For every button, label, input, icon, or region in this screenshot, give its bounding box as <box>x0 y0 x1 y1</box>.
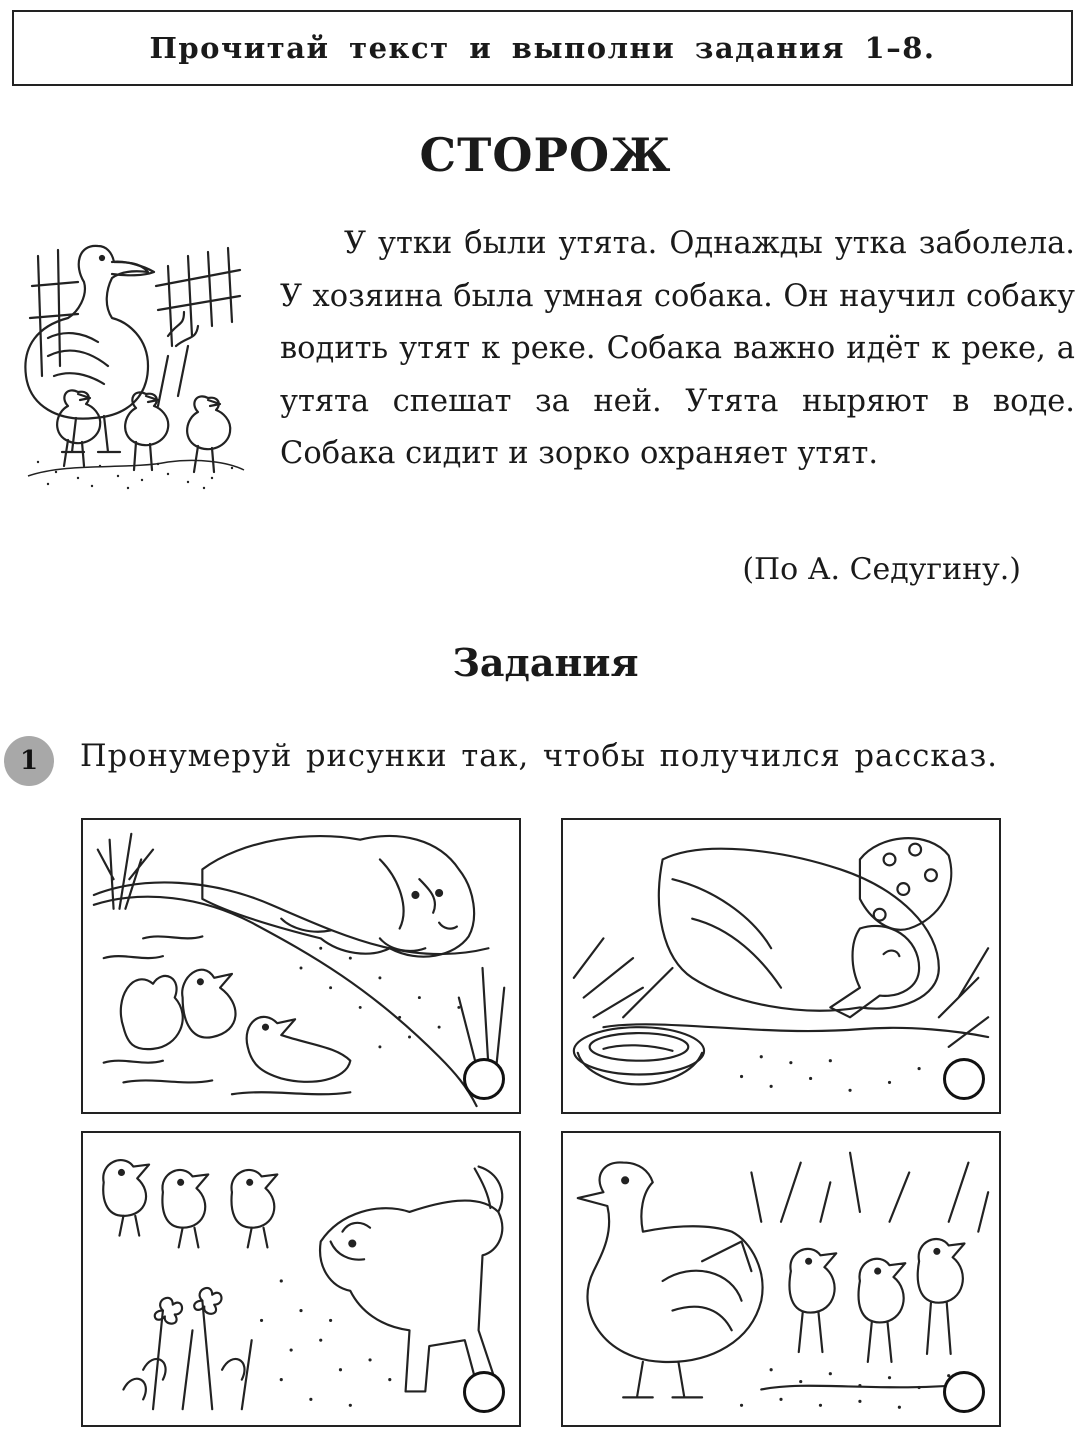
answer-circle[interactable] <box>943 1371 985 1413</box>
answer-circle[interactable] <box>943 1058 985 1100</box>
answer-circle[interactable] <box>463 1058 505 1100</box>
picture-panel-dog-watching-ducklings <box>81 818 521 1114</box>
story-text: У утки были утята. Однажды утка заболела. У хозяина была умная собака. Он научил собаку водить утят к реке. Собака важно идёт к реке, а утята спешат за ней. Утята ныряют в воде. Собака сидит и зорко охраняет утят. <box>280 226 1075 472</box>
story-attribution: (По А. Седугину.) <box>742 552 1021 587</box>
dog-leading-ducklings-icon <box>83 1133 519 1425</box>
instruction-box <box>12 10 1073 86</box>
task-1-text: Пронумеруй рисунки так, чтобы получился рассказ. <box>80 739 998 774</box>
picture-panel-dog-leading-ducklings <box>81 1131 521 1427</box>
tasks-heading: Задания <box>452 640 639 685</box>
duck-with-ducklings-icon <box>563 1133 999 1425</box>
task-1-number-badge: 1 <box>4 736 54 786</box>
story-title: СТОРОЖ <box>419 128 672 182</box>
instruction-text: Прочитай текст и выполни задания 1–8. <box>149 31 936 65</box>
answer-circle[interactable] <box>463 1371 505 1413</box>
dog-watching-ducklings-swim-icon <box>83 820 519 1112</box>
duck-with-ducklings-icon <box>8 226 248 492</box>
picture-panel-duck-with-ducklings <box>561 1131 1001 1427</box>
picture-panel-sick-duck <box>561 818 1001 1114</box>
sick-duck-in-nest-icon <box>563 820 999 1112</box>
